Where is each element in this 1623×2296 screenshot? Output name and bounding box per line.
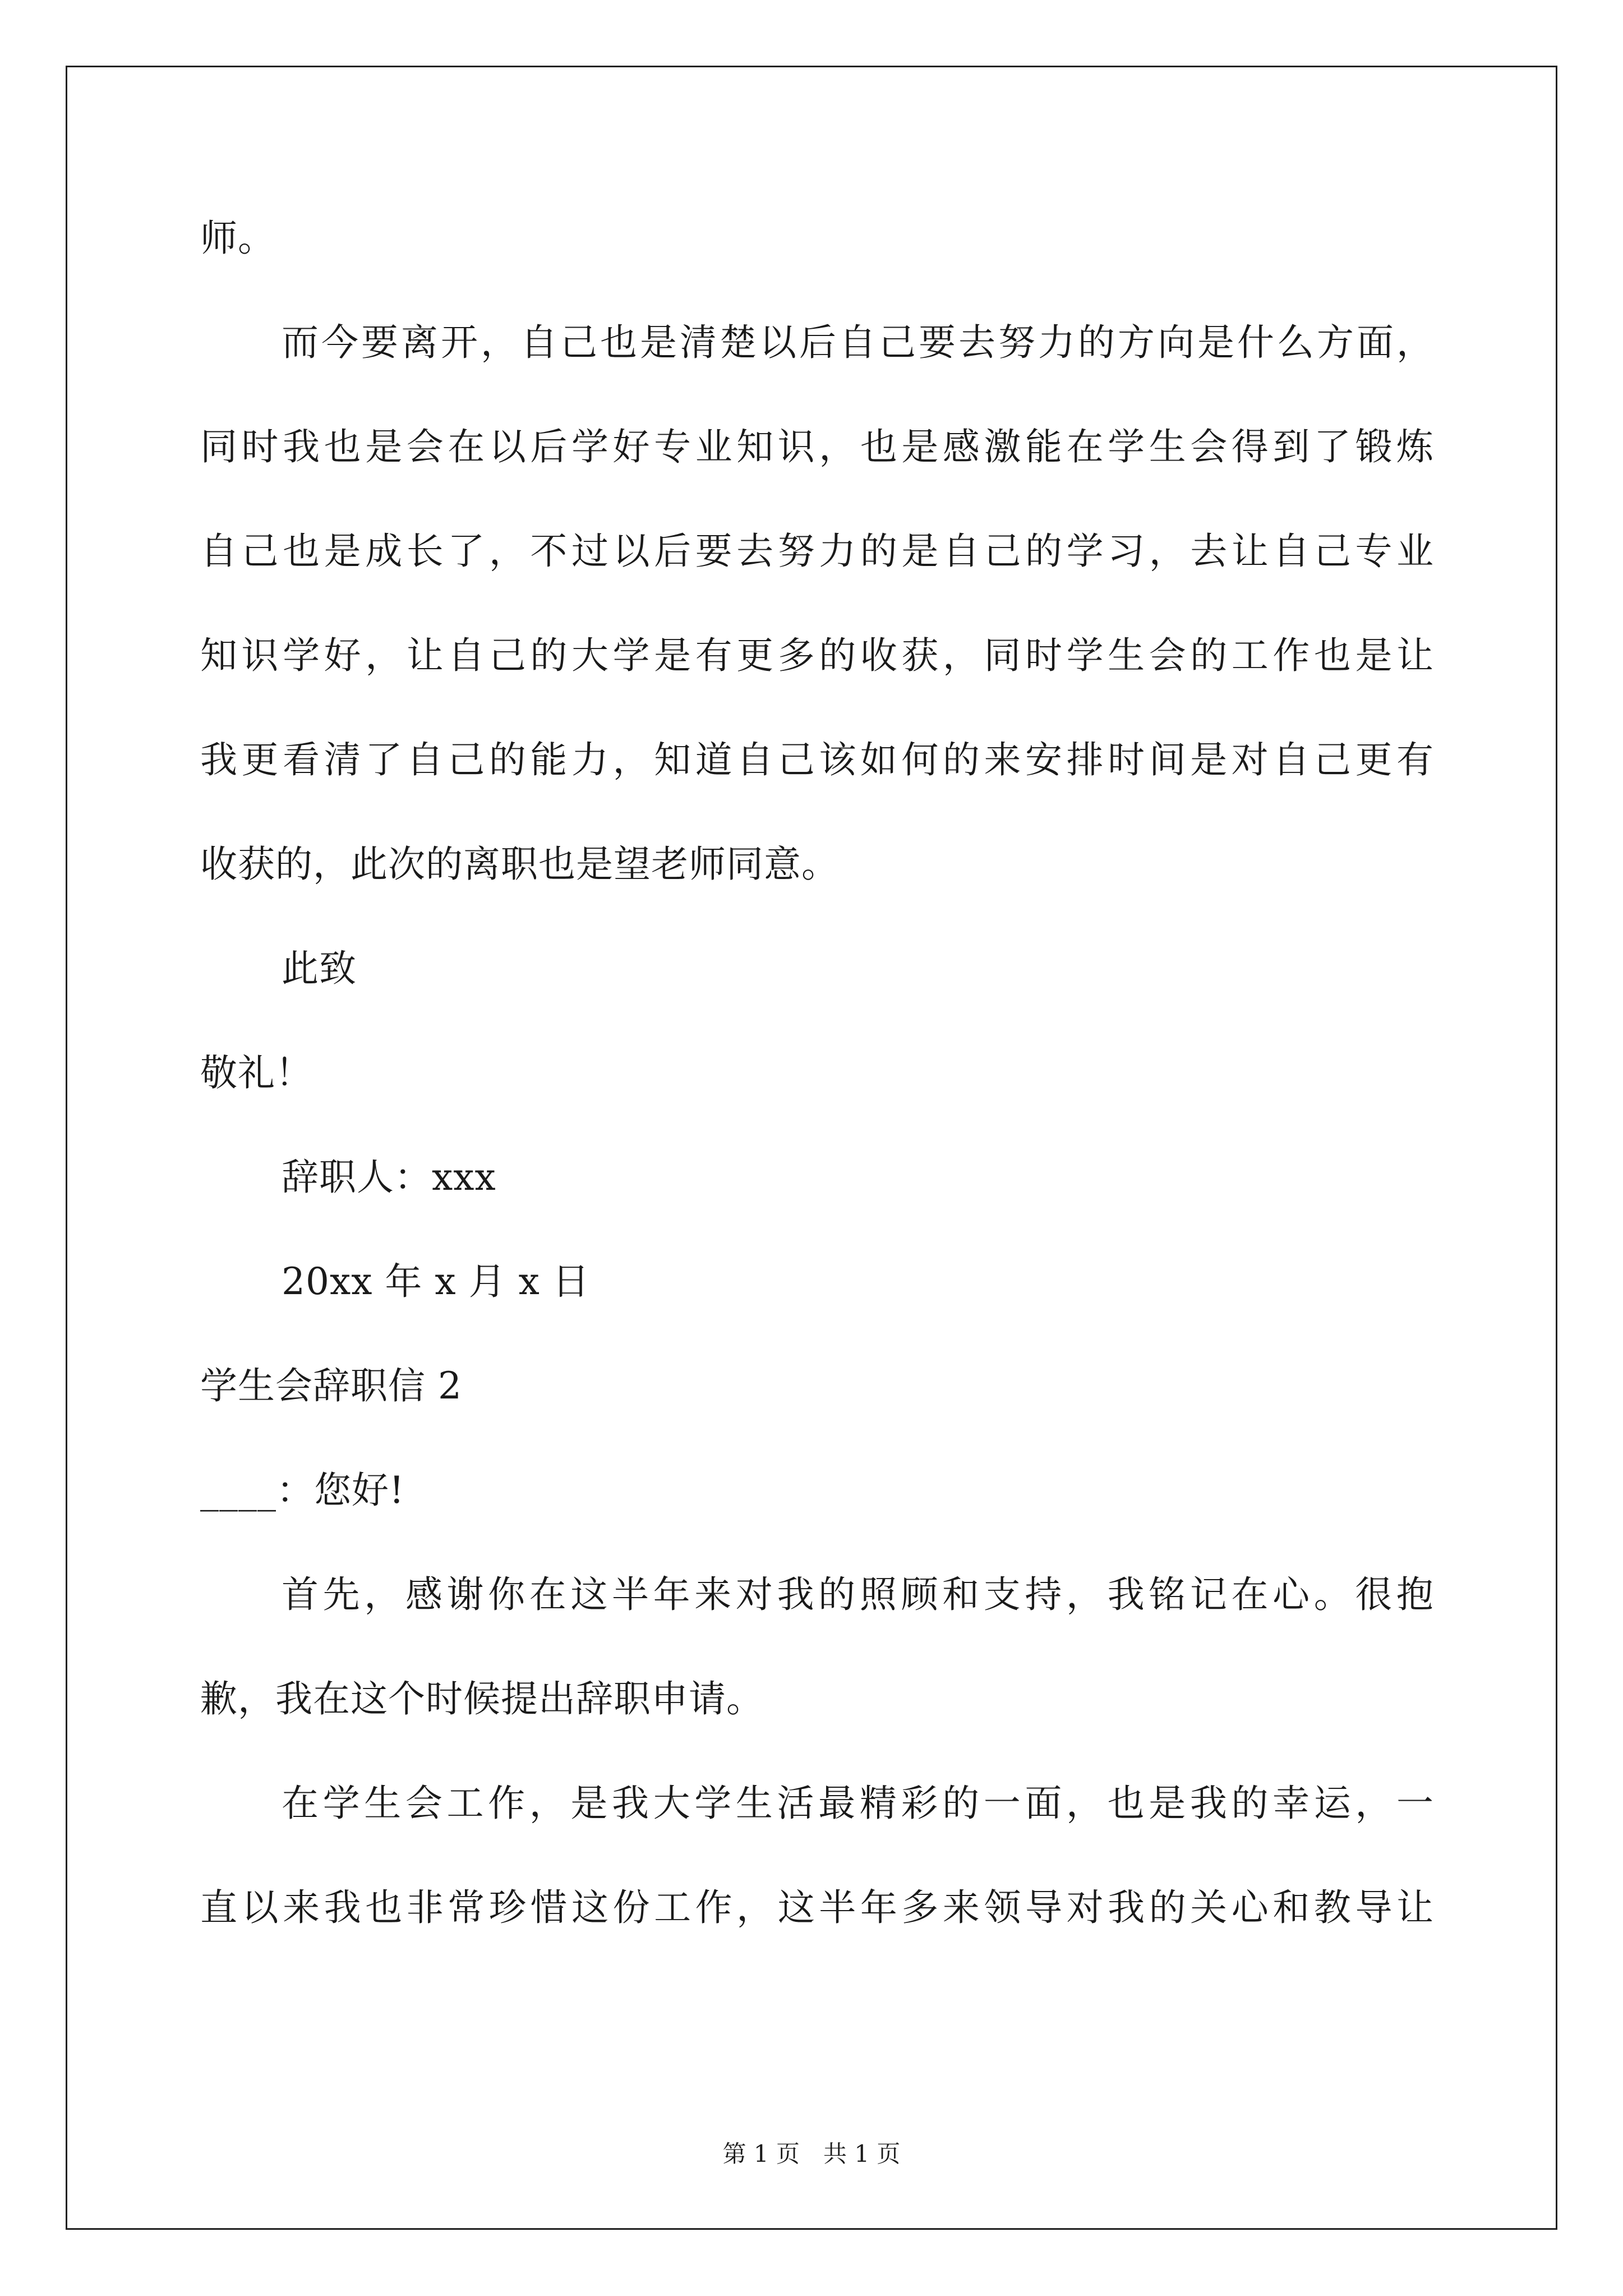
salutation-regards: 敬礼！ xyxy=(200,1051,313,1094)
text-line: 自己也是成长了，不过以后要去努力的是自己的学习，去让自己专业 xyxy=(200,530,1434,573)
text-line: 直以来我也非常珍惜这份工作，这半年多来领导对我的关心和教导让 xyxy=(200,1886,1434,1929)
section-title: 学生会辞职信 2 xyxy=(200,1364,462,1407)
text-line: 同时我也是会在以后学好专业知识，也是感激能在学生会得到了锻炼 xyxy=(200,425,1434,468)
text-line: 收获的，此次的离职也是望老师同意。 xyxy=(200,843,839,886)
text-line: 知识学好，让自己的大学是有更多的收获，同时学生会的工作也是让 xyxy=(200,634,1434,677)
page-number-total: 共 1 页 xyxy=(823,2140,901,2168)
text-line: 在学生会工作，是我大学生活最精彩的一面，也是我的幸运，一 xyxy=(282,1782,1434,1825)
text-line: 而今要离开，自己也是清楚以后自己要去努力的方向是什么方面， xyxy=(282,321,1434,364)
text-line: 首先，感谢你在这半年来对我的照顾和支持，我铭记在心。很抱 xyxy=(282,1573,1434,1616)
salutation-closing: 此致 xyxy=(282,947,357,990)
text-line: 师。 xyxy=(200,217,275,260)
greeting-line: ____：您好! xyxy=(200,1469,405,1512)
signature-date: 20xx 年 x 月 x 日 xyxy=(282,1260,590,1303)
text-line: 我更看清了自己的能力，知道自己该如何的来安排时间是对自己更有 xyxy=(200,738,1434,781)
page-footer xyxy=(0,2138,1623,2170)
text-line: 歉，我在这个时候提出辞职申请。 xyxy=(200,1677,764,1720)
page-number-current: 第 1 页 xyxy=(722,2140,800,2168)
signature-name: 辞职人：xxx xyxy=(282,1156,496,1199)
